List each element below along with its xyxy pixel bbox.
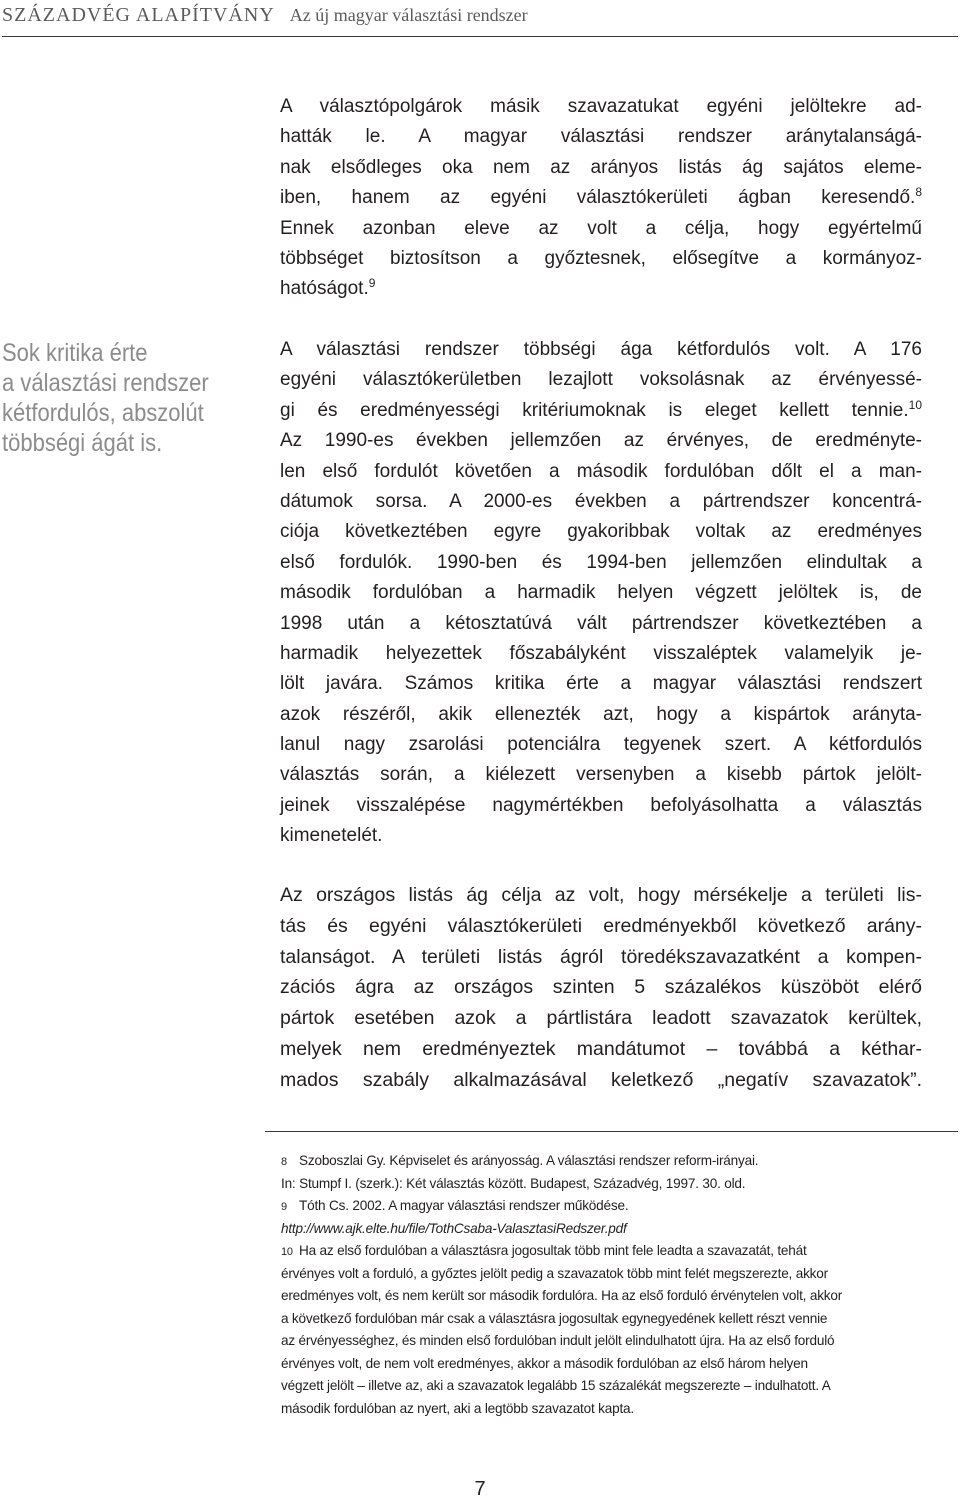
text-line: jeinek visszalépése nagymértékben befolyásolhatta a választás bbox=[280, 794, 922, 816]
text-line: Az országos listás ág célja az volt, hogy mérsékelje a területi lis- bbox=[280, 884, 922, 906]
footnote-divider bbox=[265, 1131, 958, 1132]
text-line: hatták le. A magyar választási rendszer aránytalanságá- bbox=[280, 126, 922, 148]
text-line: első fordulók. 1990-ben és 1994-ben jellemzően elindultak a bbox=[280, 551, 922, 573]
pull-quote-line: kétfordulós, abszolút bbox=[2, 399, 204, 427]
footnote-9: 9 Tóth Cs. 2002. A magyar választási rendszer működése. bbox=[281, 1198, 629, 1213]
footnote-8: 8 Szoboszlai Gy. Képviselet és arányosság. A választási rendszer reform-irányai. bbox=[281, 1153, 759, 1168]
text-line: azok részéről, akik ellenezték azt, hogy a kispártok arányta- bbox=[280, 703, 922, 725]
text-line: Az 1990-es években jellemzően az érvényes, de eredményte- bbox=[280, 430, 922, 452]
text-line: lölt javára. Számos kritika érte a magyar választási rendszert bbox=[280, 673, 922, 695]
pull-quote-line: többségi ágát is. bbox=[2, 429, 163, 457]
text-line: Ennek azonban eleve az volt a célja, hogy egyértelmű bbox=[280, 217, 922, 239]
text-line: többséget biztosítson a győztesnek, elősegítve a kormányoz- bbox=[280, 247, 922, 269]
footnote-text-line: végzett jelölt – illetve az, aki a szavazatok legalább 15 százalékát megszerezte – indulhatott. A bbox=[281, 1378, 831, 1393]
text-line: len első fordulót követően a második fordulóban dőlt el a man- bbox=[280, 460, 922, 482]
footnote-ref-10: 10 bbox=[908, 397, 922, 412]
footnote-text-line: a következő fordulóban már csak a választásra jogosultak egynegyedének kellett részt vennie bbox=[281, 1310, 828, 1326]
text-line: tás és egyéni választókerületi eredményekből következő arány- bbox=[280, 914, 922, 937]
text-line: mados szabály alkalmazásával keletkező „negatív szavazatok”. bbox=[280, 1068, 922, 1091]
text-line: második fordulóban a harmadik helyen végzett jelöltek is, de bbox=[280, 582, 922, 604]
text-line: dátumok sorsa. A 2000-es években a pártrendszer koncentrá- bbox=[280, 490, 922, 512]
text-line: kimenetelét. bbox=[280, 825, 383, 847]
body-paragraph-2 bbox=[280, 335, 922, 852]
footnote-ref-9: 9 bbox=[368, 276, 376, 291]
footnote-text-line: eredményes volt, és nem került sor második fordulóra. Ha az első forduló érvénytelen volt, akkor bbox=[281, 1288, 843, 1303]
text-line: melyek nem eredményeztek mandátumot – továbbá a kéthar- bbox=[280, 1037, 922, 1060]
pull-quote-line: Sok kritika érte bbox=[2, 339, 148, 367]
page-number: 7 bbox=[474, 1478, 486, 1500]
footnotes bbox=[281, 1150, 941, 1420]
footnote-text-line: In: Stumpf I. (szerk.): Két választás között. Budapest, Századvég, 1997. 30. old. bbox=[281, 1175, 746, 1191]
text-line: nak elsődleges oka nem az arányos listás ág sajátos eleme- bbox=[280, 156, 922, 178]
text-line: iben, hanem az egyéni választókerületi ágban keresendő.$^8$ bbox=[280, 185, 922, 209]
publisher-name: SZÁZADVÉG ALAPÍTVÁNY bbox=[2, 4, 275, 26]
text-line: hatóságot.$^9$ bbox=[280, 276, 376, 300]
footnote-text-line: az érvényességhez, és minden első fordulóban indult jelölt elindulhatott újra. Ha az első forduló bbox=[281, 1333, 835, 1348]
text-line: A választási rendszer többségi ága kétfordulós volt. A 176 bbox=[280, 339, 922, 360]
footnote-10: 10 Ha az első fordulóban a választásra jogosultak több mint fele leadta a szavazatát, tehát bbox=[281, 1243, 807, 1258]
running-header bbox=[2, 4, 958, 37]
pull-quote-line: a választási rendszer bbox=[2, 369, 209, 397]
text-line: ciója következtében egyre gyakoribbak voltak az eredményes bbox=[280, 521, 922, 543]
footnote-text-line: érvényes volt, de nem volt eredményes, akkor a második fordulóban az első három helyen bbox=[281, 1355, 808, 1371]
text-line: zációs ágra az országos szinten 5 százalékos küszöböt elérő bbox=[280, 976, 922, 999]
series-title: Az új magyar választási rendszer bbox=[289, 5, 528, 25]
footnote-ref-8: 8 bbox=[915, 185, 922, 200]
text-line: harmadik helyezettek főszabályként visszaléptek valamelyik je- bbox=[280, 642, 922, 664]
text-line: gi és eredményességi kritériumoknak is eleget kellett tennie.$^{10}$ bbox=[280, 397, 922, 421]
footnote-text-line: második fordulóban az nyert, aki a legtöbb szavazatot kapta. bbox=[281, 1400, 634, 1416]
text-line: egyéni választókerületben lezajlott voksolásnak az érvényessé- bbox=[280, 369, 922, 391]
text-line: 1998 után a kétosztatúvá vált pártrendszer következtében a bbox=[280, 612, 922, 634]
footnote-text-line: érvényes volt a forduló, a győztes jelölt pedig a szavazatok több mint felét megszerezte, akkor bbox=[281, 1265, 828, 1281]
text-line: választás során, a kiélezett versenyben a kisebb pártok jelölt- bbox=[280, 764, 922, 786]
text-line: A választópolgárok másik szavazatukat egyéni jelöltekre ad- bbox=[280, 96, 922, 117]
text-line: talanságot. A területi listás ágról töredékszavazatként a kompen- bbox=[280, 945, 922, 968]
pull-quote bbox=[2, 338, 213, 458]
footnote-url-link[interactable]: http://www.ajk.elte.hu/file/TothCsaba-ValasztasiRedszer.pdf bbox=[281, 1220, 627, 1236]
body-paragraph-1 bbox=[280, 92, 922, 305]
body-paragraph-3 bbox=[280, 880, 922, 1096]
text-line: lanul nagy zsarolási potenciálra tegyenek szert. A kétfordulós bbox=[280, 734, 922, 756]
text-line: pártok esetében azok a pártlistára leadott szavazatok kerültek, bbox=[280, 1007, 922, 1030]
